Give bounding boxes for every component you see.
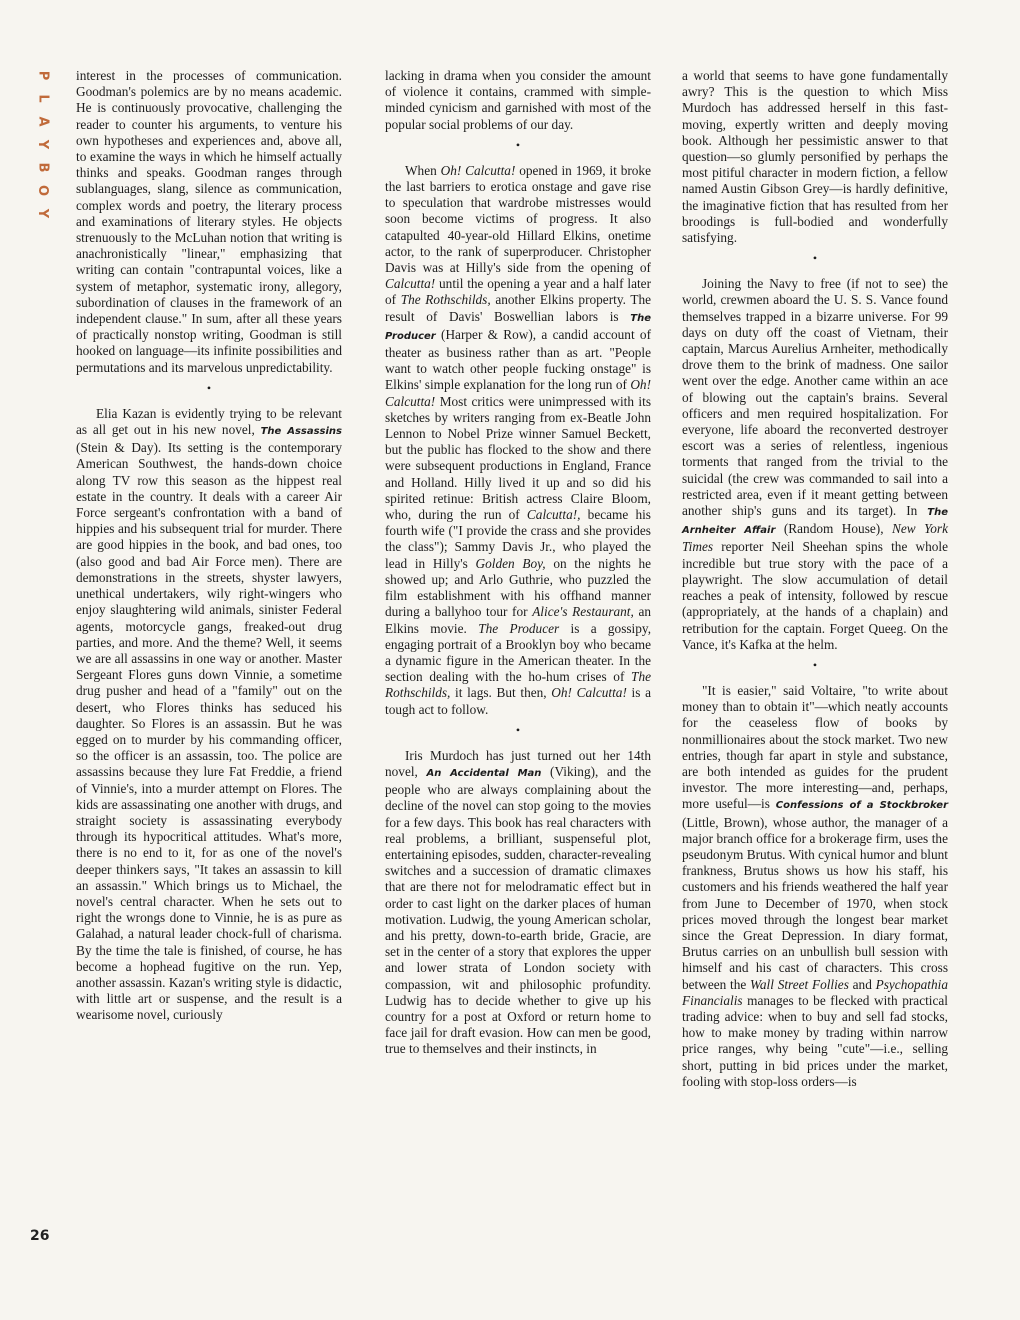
column-1 [76,68,342,1024]
column-3 [682,68,948,1090]
masthead-letter: P [35,70,51,81]
paragraph: lacking in drama when you consider the amount of violence it contains, crammed with simple-minded cynicism and garnished with most of the popular social problems of our day. [385,68,651,132]
paragraph: When Oh! Calcutta! opened in 1969, it broke the last barriers to erotica onstage and gave rise to speculation that wardrobe mistresses would soon become victims of progress. It also catapulted 40-year-old Hillard Elkins, onetime actor, to the rank of superproducer. Christopher Davis was at Hilly's side from the opening of Calcutta! until the opening a year and a half later of The Rothschilds, another Elkins property. The result of Davis' Boswellian labors is The Producer (Harper & Row), a candid account of theater as business rather than as art. "People want to watch other people fucking onstage" is Elkins' simple explanation for the long run of Oh! Calcutta! Most critics were unimpressed with its sketches by writers ranging from ex-Beatle John Lennon to Nobel Prize winner Samuel Beckett, but the public has flocked to the show and there were subsequent productions in England, France and Holland. Hilly lived it up and so did his spirited retinue: British actress Claire Bloom, who, during the run of Calcutta!, became his fourth wife ("I provide the crass and she provides the class"); Sammy Davis Jr., who played the lead in Hilly's Golden Boy, on the nights he showed up; and Arlo Guthrie, who puzzled the film establishment with his offhand manner during a ballyhoo tour for Alice's Restaurant, an Elkins movie. The Producer is a gossipy, engaging portrait of a Brooklyn boy who became a dynamic figure in the American theater. In the section dealing with the ho-hum crises of The Rothschilds, it lags. But then, Oh! Calcutta! is a tough act to follow. [385,162,652,717]
masthead-letter: Y [35,208,51,219]
paragraph: Elia Kazan is evidently trying to be relevant as all get out in his new novel, The Assassins (Stein & Day). Its setting is the contemporary American Southwest, the hands-down choice along TV row this season as the hippest real estate in the country. It deals with a career Air Force sergeant's confrontation with a band of hippies and his subsequent trial for murder. There are good hippies in the book, and bad ones, too (also good and bad Air Force men). There are demonstrations in the streets, shyster lawyers, unethical undertakers, wily right-wingers who enjoy slaughtering wild animals, sinister Federal agents, motorcycle gangs, freaked-out drug parties, and more. And the theme? Well, it seems we are all assassins in one way or another. Master Sergeant Flores guns down Vinnie, a sometime drug pusher and head of a "family" out on the desert, who Flores thinks has seduced his daughter. So Flores is an assassin. But he was egged on to murder by his commanding officer, so the officer is an assassin, too. The police are assassins because they lure Fat Freddie, a friend of Vinnie's, into a murder attempt on Flores. The kids are assassinating one another with drugs, and straight society is assassinating everybody through its hypocritical attitudes. What's more, there is no end to it, for as one of the novel's deeper thinkers says, "It takes an assassin to kill an assassin." Which brings us to Michael, the novel's central character. When he sets out to right the wrongs done to Vinnie, he is as pure as Galahad, a natural leader chock-full of charisma. By the time the tale is finished, of course, he has become a hophead fugitive on the run. Yep, another assassin. Kazan's writing style is didactic, with little art or suspense, and the result is a wearisome novel, curiously [76,405,342,1023]
paragraph: Iris Murdoch has just turned out her 14th novel, An Accidental Man (Viking), and the people who are always complaining about the decline of the novel can stop going to the movies for a few days. This book has real characters with real problems, a brilliant, suspenseful plot, entertaining episodes, sudden, character-revealing switches and a succession of dramatic climaxes that are there not for melodramatic effect but in order to cast light on the darker places of human motivation. Ludwig, the young American scholar, and his pretty, down-to-earth bride, Gracie, are set in the center of a story that explores the upper and lower strata of London society with compassion, wit and philosophic profundity. Ludwig has to decide whether to give up his country for a post at Oxford or return home to face jail for draft evasion. How can men be good, true to themselves and their instincts, in [385,747,651,1057]
book-title: The Producer [385,312,651,342]
masthead-letter: L [35,94,51,103]
section-bullet: • [515,722,521,737]
section-bullet: • [812,251,818,266]
section-bullet: • [515,137,521,152]
masthead-letter: Y [35,139,51,150]
page-number: 26 [30,1228,50,1244]
masthead-letter: O [35,184,51,197]
masthead-letter: A [35,116,51,127]
paragraph: "It is easier," said Voltaire, "to write about money than to obtain it"—which neatly accounts for the ceaseless flow of books by nonmillionaires about the stock market. Two new entries, though far apart in style and substance, are both intended as guides for the prudent investor. The more interesting—and, perhaps, more useful—is Confessions of a Stockbroker (Little, Brown), whose author, the manager of a major branch office for a brokerage firm, uses the pseudonym Brutus. With cynical humor and blunt frankness, Brutus shows us how his staff, his customers and his friends weathered the half year from June to December of 1970, when stock prices moved through the longest bear market since the Great Depression. In diary format, Brutus carries on an unbullish bull session with himself and his cast of characters. This cross between the Wall Street Follies and Psychopathia Financialis manages to be flecked with practical trading advice: when to buy and sell fad stocks, how to make money by trading within narrow price ranges, why being "cute"—i.e., selling short, putting in bid prices under the market, fooling with stop-loss orders—is [682,682,948,1089]
book-title: The Arnheiter Affair [682,507,949,537]
masthead-letter: B [35,162,51,173]
column-2 [385,68,651,1058]
paragraph: Joining the Navy to free (if not to see) the world, crewmen aboard the U. S. S. Vance found themselves trapped in a bizarre universe. For 99 days on duty off the coast of Vietnam, their captain, Marcus Aurelius Arnheiter, methodically drove them to the brink of madness. One sailor went over the edge. Another came within an ace of blowing out the captain's brains. Several officers and men required hospitalization. For everyone, life aboard the reconverted destroyer escort was a series of relentless, ingenious torments that ranged from the trivial to the suicidal (the crew was commanded to sail into a restricted area, even if it meant getting between another ship's guns and its target). In The Arnheiter Affair (Random House), New York Times reporter Neil Sheehan spins the whole incredible but true story with the pace of a playwright. The slow accumulation of detail reaches a peak of intensity, followed by rescue (appropriately, at the hands of a chaplain) and retribution for the captain. Forget Queeg. On the Vance, it's Kafka at the helm. [682,276,949,652]
paragraph: interest in the processes of communication. Goodman's polemics are by no means academic. He is continuously provocative, challenging the reader to counter his arguments, to venture his own hypotheses and experiences and, above all, to examine the ways in which he himself actually thinks and speaks. Goodman ranges through sublanguages, slang, silence as communication, complex words and poetry, the literary process and examinations of literary styles. He objects strenuously to the McLuhan notion that writing is anachronistically "linear," emphasizing that writing can contain "contrapuntal voices, like a system of metaphor, systematic irony, allegory, subordination of clauses in the framework of an independent clause." In sum, after all these years of practically nonstop writing, Goodman is still hooked on language—its infinite possibilities and permutations and its marvelous unpredictability. [76,68,342,375]
book-title: Confessions of a Stockbroker [775,800,948,812]
paragraph: a world that seems to have gone fundamentally awry? This is the question to which Miss Murdoch has addressed herself in this fast-moving, expertly written and deeply moving book. Although her pessimistic answer to that question—so glumly personified by perhaps the most pitiful character in modern fiction, a fellow named Austin Gibson Grey—is hardly definitive, the imaginative fiction that has resulted from her broodings is full-bodied and wonderfully satisfying. [682,68,948,246]
section-bullet: • [206,380,212,395]
section-bullet: • [812,657,818,672]
magazine-masthead [30,64,56,219]
book-title: An Accidental Man [426,767,542,779]
book-title: The Assassins [260,426,342,438]
